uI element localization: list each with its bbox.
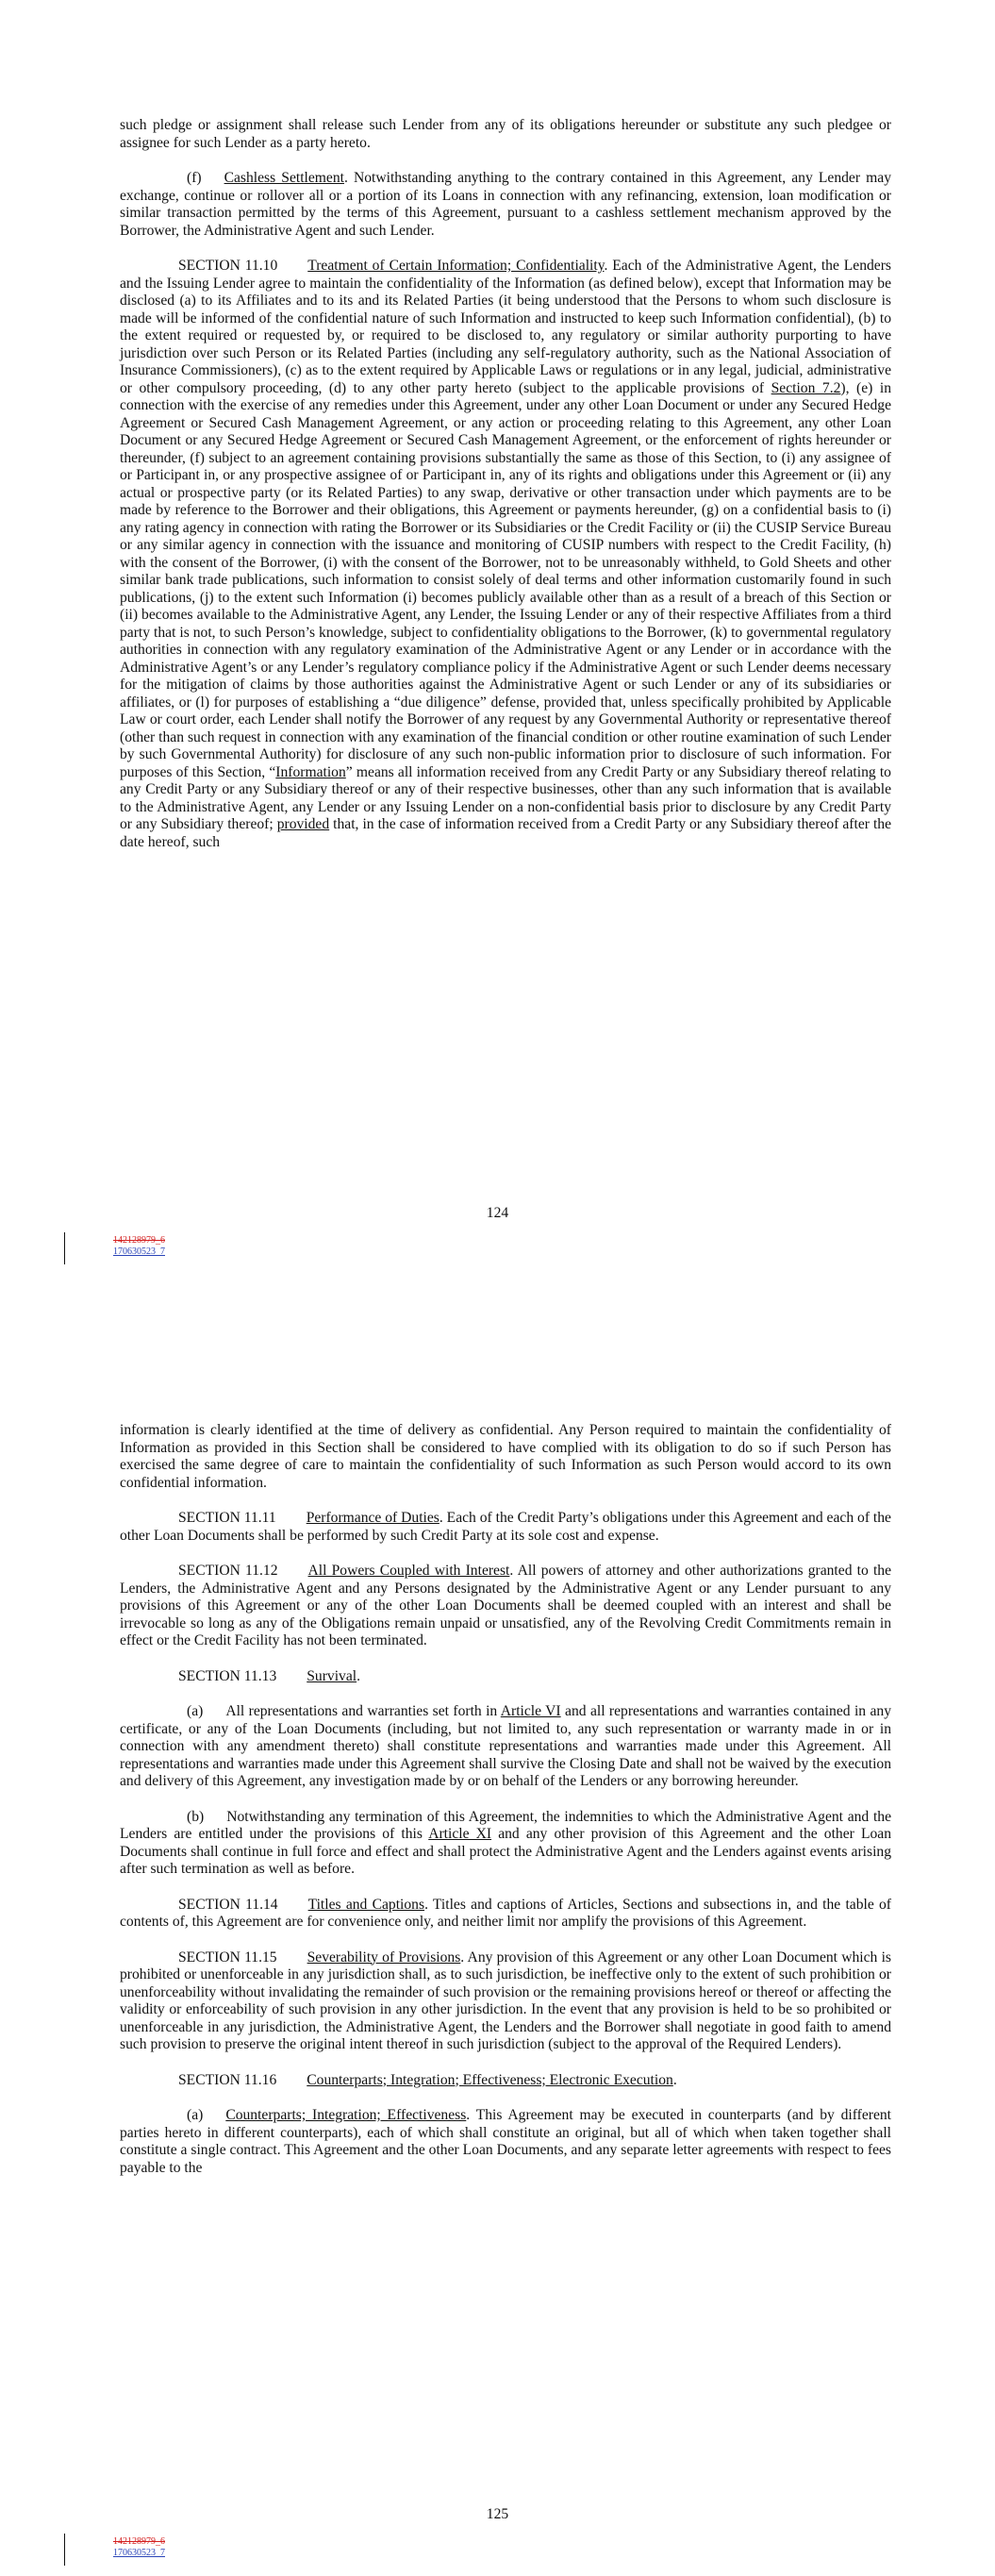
doc-id-deleted: 142128979_6 — [113, 2536, 165, 2547]
doc-id-deleted: 142128979_6 — [113, 1235, 165, 1246]
article-reference-link: Article VI — [500, 1703, 561, 1719]
page-number: 124 — [486, 1205, 509, 1221]
change-bar — [64, 1232, 65, 1264]
section-11-10 — [120, 258, 891, 851]
doc-id-inserted: 170630523_7 — [113, 1246, 165, 1257]
section-heading: All Powers Coupled with Interest — [307, 1563, 510, 1579]
clause-body: and any other provision of this Agreement and the other Loan Documents shall continue in full force and effect and shall protect the Administrative Agent and the Lenders against events arising after such termination as well as before. — [120, 1826, 891, 1877]
section-body: ), (e) in connection with the exercise of any remedies under this Agreement, under any other Loan Document or under any Secured Hedge Agreement or Secured Cash Management Agreement, or any action or proceeding relating to this Agreement, any other Loan Document or any Secured Hedge Agreement or Secured Cash Management Agreement, or the enforcement of rights hereunder or thereunder, (f) subject to an agreement containing provisions substantially the same as those of this Section, to (i) any assignee of or Participant in, or any prospective assignee of or Participant in, any of its rights and obligations under this Agreement or (ii) any actual or prospective party (or its Related Parties) to any swap, derivative or other transaction under which payments are to be made by reference to the Borrower and their obligations, this Agreement or payments hereunder, (g) on a confidential basis to (i) any rating agency in connection with rating the Borrower or its Subsidiaries or the Credit Facility or (ii) the CUSIP Service Bureau or any similar agency in connection with the issuance and monitoring of CUSIP numbers with respect to the Credit Facility, (h) with the consent of the Borrower, (i) with the consent of the Borrower, not to be unreasonably withheld, to Gold Sheets and other similar bank trade publications, such information to consist solely of deal terms and other information customarily found in such publications, (j) to the extent such Information (i) becomes publicly available other than as a result of a breach of this Section or (ii) becomes available to the Administrative Agent, any Lender, the Issuing Lender or any of their respective Affiliates from a third party that is not, to such Person’s knowledge, subject to confidentiality obligations to the Borrower, (k) to governmental regulatory authorities in connection with any regulatory examination of the Administrative Agent or any Lender or in accordance with the Administrative Agent’s or any Lender’s regulatory compliance policy if the Administrative Agent or such Lender deems necessary for the mitigation of claims by those authorities against the Administrative Agent or such Lender or any of its subsidiaries or affiliates, or (l) for purposes of establishing a “due diligence” defense, provided that, unless specifically prohibited by Applicable Law or court order, each Lender shall notify the Borrower of any request by any Governmental Authority or representative thereof (other than such request in connection with any examination of the financial condition or other routine examination of such Lender by such Governmental Authority) for disclosure of any such non-public information prior to disclosure of such information. For purposes of this Section, “ — [120, 379, 891, 780]
clause-body: All representations and warranties set forth in — [225, 1703, 501, 1719]
clause-heading: Counterparts; Integration; Effectiveness — [225, 2107, 467, 2123]
section-11-14 — [120, 1897, 891, 1932]
page-number: 125 — [486, 2506, 509, 2522]
section-label: SECTION 11.15 — [178, 1949, 277, 1965]
paragraph-continuation: information is clearly identified at the time of delivery as confidential. Any Person required to maintain the confidentiality of Information as provided in this Section shall be considered to have complied with its obligation to do so if such Person has exercised the same degree of care to maintain the confidentiality of such Information as such Person would accord to its own confidential information. — [120, 1422, 891, 1491]
paragraph-continuation: such pledge or assignment shall release such Lender from any of its obligations hereunder or substitute any such pledgee or assignee for such Lender as a party hereto. — [120, 117, 891, 151]
section-label: SECTION 11.12 — [178, 1563, 278, 1579]
clause-body: and all representations and warranties contained in any certificate, or any of the Loan Documents (including, but not limited to, any such representation or warranty made in or in connection with any amendment thereto) shall constitute representations and warranties made under this Agreement. All representations and warranties made under this Agreement shall survive the Closing Date and shall not be waived by the execution and delivery of this Agreement, any investigation made by or on behalf of the Lenders or any borrowing hereunder. — [120, 1703, 892, 1789]
paragraph-cashless-settlement — [120, 170, 891, 240]
section-heading: Counterparts; Integration; Effectiveness; Electronic Execution — [307, 2071, 673, 2088]
section-heading: Survival — [307, 1667, 357, 1684]
proviso-term: provided — [276, 816, 330, 832]
section-heading: Performance of Duties — [306, 1510, 439, 1526]
section-11-13: SECTION 11.13 Survival. — [178, 1667, 360, 1684]
section-reference-link: Section 7.2 — [771, 379, 841, 396]
page-body — [120, 1422, 891, 2195]
section-11-11 — [120, 1510, 891, 1545]
clause-label: (a) — [187, 2107, 204, 2123]
clause-heading: Cashless Settlement — [224, 170, 344, 186]
section-heading: Severability of Provisions — [307, 1949, 461, 1965]
clause-label: (f) — [187, 170, 202, 186]
section-body: ” means all information received from any Credit Party or any Subsidiary thereof relating to any Credit Party or any Subsidiary thereof or any of their respective businesses, other than any such information that is available to the Administrative Agent, any Lender or any Issuing Lender on a non-confidential basis prior to disclosure by any Credit Party or any Subsidiary thereof; — [120, 763, 891, 832]
clause-body: Notwithstanding any termination of this Agreement, the indemnities to which the Administrative Agent and the Lenders are entitled under the provisions of this — [120, 1808, 891, 1842]
change-bar — [64, 2534, 65, 2566]
paragraph-survival-b — [120, 1809, 891, 1879]
section-heading: Titles and Captions — [307, 1896, 425, 1913]
section-label: SECTION 11.13 — [178, 1667, 277, 1684]
section-body: that, in the case of information received from a Credit Party or any Subsidiary thereof after the date hereof, such — [120, 816, 891, 850]
section-11-16: SECTION 11.16 Counterparts; Integration; Effectiveness; Electronic Execution. — [178, 2071, 677, 2088]
section-11-12 — [120, 1563, 891, 1650]
section-label: SECTION 11.10 — [178, 258, 278, 274]
section-body: . All powers of attorney and other authorizations granted to the Lenders, the Administrative Agent and any Persons designated by the Administrative Agent or any Lender pursuant to any provisions of this Agreement or any of the other Loan Documents shall be deemed coupled with an interest and shall be irrevocable so long as any of the Obligations remain unpaid or unsatisfied, any of the Revolving Credit Commitments remain in effect or the Credit Facility has not been terminated. — [120, 1563, 892, 1648]
section-body: . Each of the Credit Party’s obligations under this Agreement and each of the other Loan Documents shall be performed by such Credit Party at its sole cost and expense. — [120, 1510, 891, 1544]
section-body: . Any provision of this Agreement or any other Loan Document which is prohibited or unenforceable in any jurisdiction shall, as to such jurisdiction, be ineffective only to the extent of such prohibition or unenforceability without invalidating the remainder of such provision or the remaining provisions hereof or thereof or affecting the validity or enforceability of such provision in any other jurisdiction. In the event that any provision is held to be so prohibited or unenforceable in any jurisdiction, the Administrative Agent, the Lenders and the Borrower shall negotiate in good faith to amend such provision to preserve the original intent thereof in such jurisdiction (subject to the approval of the Required Lenders). — [120, 1949, 891, 2052]
section-heading: Treatment of Certain Information; Confidentiality — [307, 258, 605, 274]
page-body — [120, 117, 891, 869]
clause-label: (b) — [187, 1808, 205, 1825]
clause-body: . This Agreement may be executed in counterparts (and by different parties hereto in different counterparts), each of which shall constitute an original, but all of which when taken together shall constitute a single contract. This Agreement and the other Loan Documents, and any separate letter agreements with respect to fees payable to the — [120, 2107, 892, 2176]
document-id-footer — [113, 2536, 165, 2559]
clause-body: . Notwithstanding anything to the contrary contained in this Agreement, any Lender may exchange, continue or rollover all or a portion of its Loans in connection with any refinancing, extension, loan modification or similar transaction permitted by the terms of this Agreement, pursuant to a cashless settlement mechanism approved by the Borrower, the Administrative Agent and such Lender. — [120, 170, 891, 239]
section-label: SECTION 11.16 — [178, 2071, 277, 2088]
section-body: . Each of the Administrative Agent, the Lenders and the Issuing Lender agree to maintain the confidentiality of the Information (as defined below), except that Information may be disclosed (a) to its Affiliates and to its and its Related Parties (it being understood that the Persons to whom such disclosure is made will be informed of the confidential nature of such Information and instructed to keep such Information confidential), (b) to the extent required or requested by, or required to be disclosed to, any regulatory or similar authority purporting to have jurisdiction over such Person or its Related Parties (including any self-regulatory authority, such as the National Association of Insurance Commissioners), (c) as to the extent required by Applicable Laws or regulations or in any legal, judicial, administrative or other compulsory proceeding, (d) to any other party hereto (subject to the applicable provisions of — [120, 258, 891, 396]
section-11-15 — [120, 1949, 891, 2054]
document-page-125 — [0, 1293, 995, 2576]
document-id-footer — [113, 1235, 165, 1258]
paragraph-counterparts-a — [120, 2107, 891, 2177]
section-label: SECTION 11.11 — [178, 1510, 276, 1526]
clause-label: (a) — [187, 1703, 204, 1719]
defined-term: Information — [275, 763, 346, 780]
doc-id-inserted: 170630523_7 — [113, 2548, 165, 2558]
paragraph-survival-a — [120, 1703, 891, 1791]
article-reference-link: Article XI — [428, 1826, 492, 1842]
section-body: . Titles and captions of Articles, Sections and subsections in, and the table of contents of, this Agreement are for convenience only, and neither limit nor amplify the provisions of this Agreement. — [120, 1896, 891, 1930]
section-label: SECTION 11.14 — [178, 1896, 278, 1913]
